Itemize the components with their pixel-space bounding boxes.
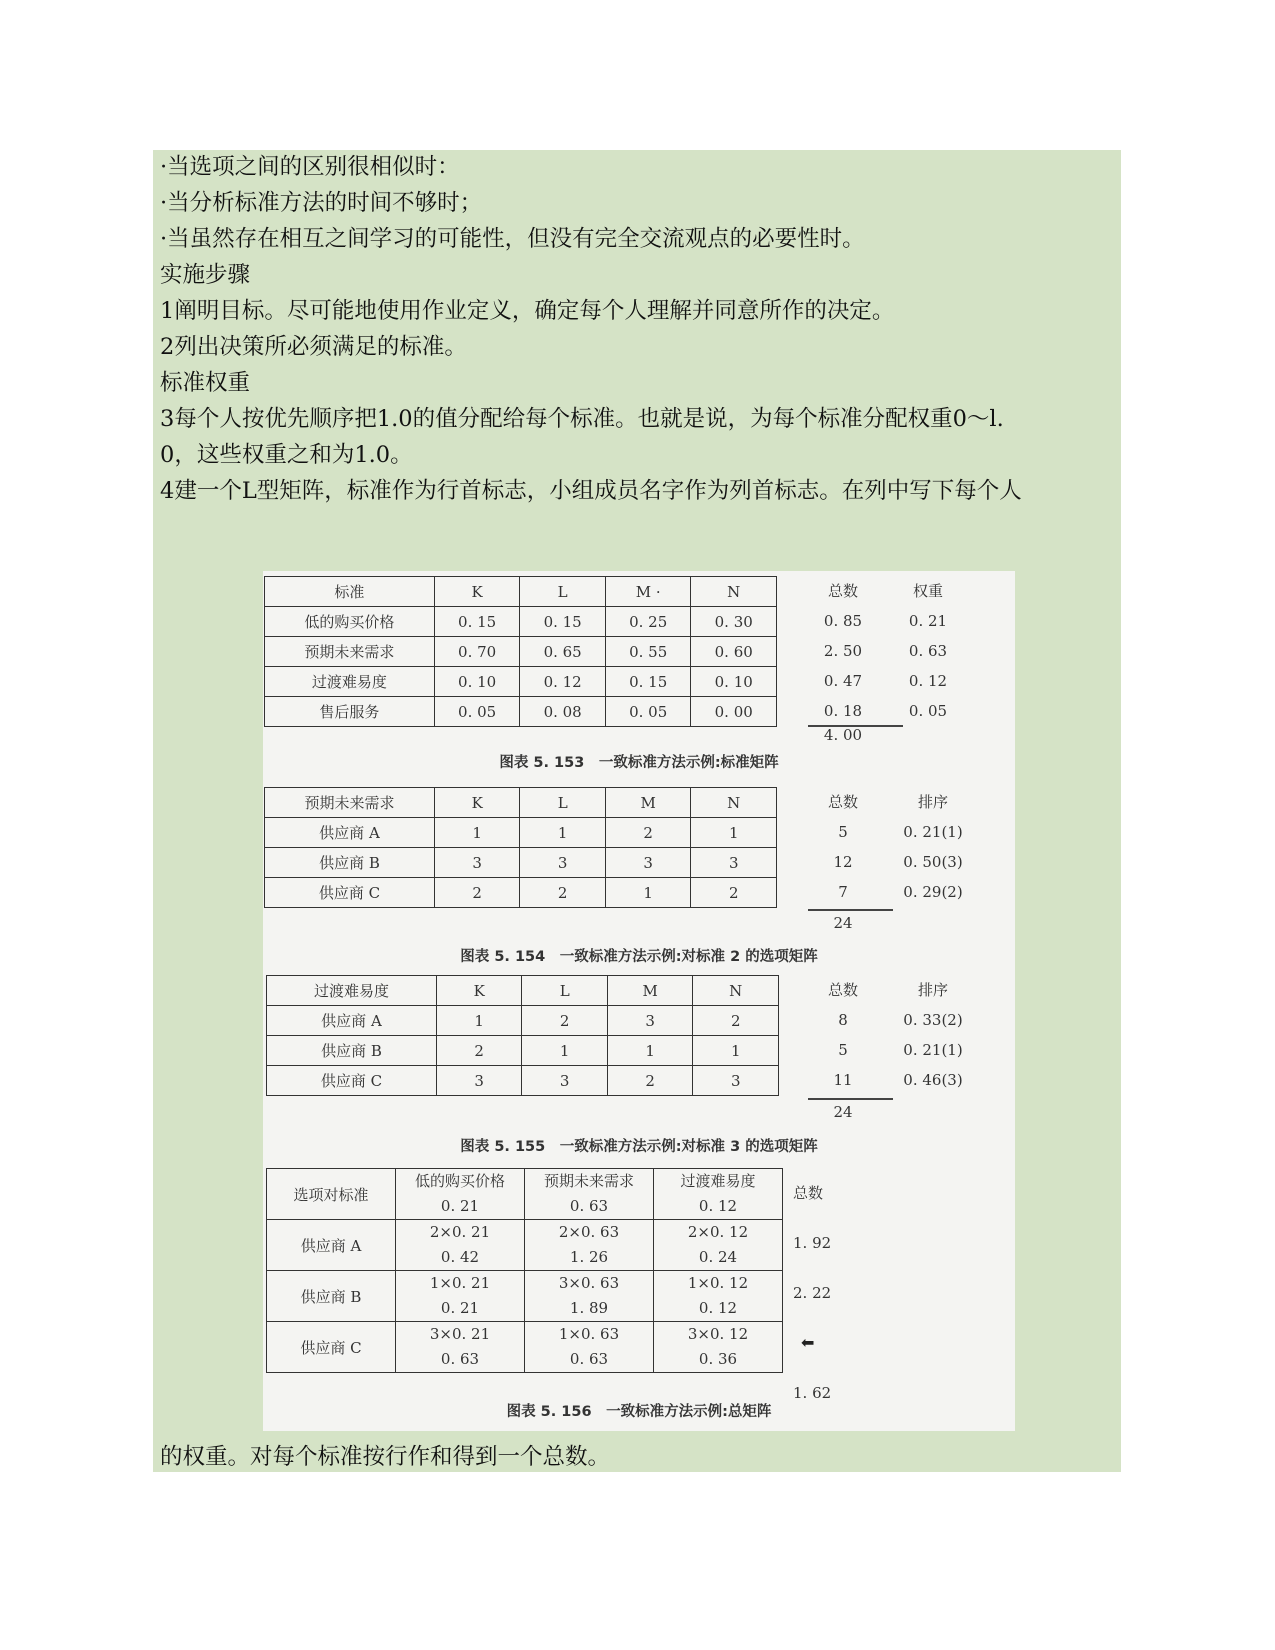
header-cell: N bbox=[693, 976, 779, 1006]
sum-value: 24 bbox=[833, 914, 853, 932]
row-label: 低的购买价格 bbox=[265, 607, 435, 637]
sum-value: 24 bbox=[833, 1103, 853, 1121]
product-value: 1. 26 bbox=[569, 1248, 609, 1266]
table-cell: 0. 15 bbox=[605, 667, 691, 697]
table-cell: 0. 55 bbox=[605, 637, 691, 667]
product-expression: 1×0. 21 bbox=[429, 1274, 491, 1292]
product-cell bbox=[654, 1322, 783, 1373]
table-cell: 1 bbox=[436, 1006, 522, 1036]
table-cell: 3 bbox=[607, 1006, 693, 1036]
arrow-left-icon: ⬅ bbox=[801, 1333, 815, 1352]
rank-value: 0. 50(3) bbox=[903, 853, 963, 871]
table-cell: 2 bbox=[434, 878, 520, 908]
bullet-similar-options: ·当选项之间的区别很相似时： bbox=[160, 154, 460, 180]
product-cell bbox=[396, 1271, 525, 1322]
total-value: 0. 18 bbox=[823, 702, 863, 720]
row-label: 售后服务 bbox=[265, 697, 435, 727]
table-cell: 3 bbox=[434, 848, 520, 878]
totals-header: 总数 bbox=[827, 981, 858, 999]
total-value: 11 bbox=[833, 1071, 853, 1089]
weights-column bbox=[888, 576, 968, 726]
row-label: 供应商 A bbox=[267, 1220, 396, 1271]
bullet-no-need-exchange: ·当虽然存在相互之间学习的可能性，但没有完全交流观点的必要性时。 bbox=[160, 226, 865, 252]
grand-total-best: 2. 22 bbox=[793, 1284, 832, 1302]
table-cell: 1 bbox=[691, 818, 777, 848]
header-cell: L bbox=[522, 976, 607, 1006]
header-cell: 过渡难易度 bbox=[267, 976, 437, 1006]
total-value: 0. 85 bbox=[823, 612, 863, 630]
table-row bbox=[267, 1271, 783, 1322]
weight-value: 0. 05 bbox=[908, 702, 948, 720]
table-cell: 3 bbox=[520, 848, 605, 878]
table-cell: 0. 10 bbox=[434, 667, 520, 697]
table-row bbox=[265, 667, 777, 697]
table-cell: 2 bbox=[436, 1036, 522, 1066]
figure-caption-156: 图表 5. 156 一致标准方法示例:总矩阵 bbox=[506, 1404, 772, 1420]
row-label: 供应商 B bbox=[267, 1036, 437, 1066]
table-row bbox=[267, 1036, 779, 1066]
rank-value: 0. 29(2) bbox=[903, 883, 963, 901]
row-label: 供应商 C bbox=[267, 1322, 396, 1373]
weight-value: 0. 12 bbox=[908, 672, 948, 690]
table-cell: 3 bbox=[691, 848, 777, 878]
rank-column bbox=[888, 975, 978, 1095]
table-cell: 1 bbox=[520, 818, 605, 848]
grand-total-value: 1. 92 bbox=[793, 1234, 832, 1252]
product-cell bbox=[525, 1271, 654, 1322]
product-cell bbox=[654, 1271, 783, 1322]
product-value: 0. 42 bbox=[440, 1248, 480, 1266]
table-cell: 0. 10 bbox=[691, 667, 777, 697]
product-cell bbox=[525, 1220, 654, 1271]
weight-value: 0. 63 bbox=[908, 642, 948, 660]
product-cell bbox=[396, 1322, 525, 1373]
row-label: 供应商 C bbox=[265, 878, 435, 908]
total-value: 7 bbox=[838, 883, 848, 901]
table-header-row bbox=[265, 577, 777, 607]
header-cell: K bbox=[434, 577, 520, 607]
product-value: 0. 63 bbox=[569, 1350, 609, 1368]
product-value: 0. 21 bbox=[440, 1299, 480, 1317]
figure-caption-153: 图表 5. 153 一致标准方法示例:标准矩阵 bbox=[499, 755, 779, 771]
table-cell: 1 bbox=[434, 818, 520, 848]
table-header-row bbox=[265, 788, 777, 818]
criterion-weight: 0. 63 bbox=[569, 1197, 609, 1215]
rank-value: 0. 21(1) bbox=[903, 1041, 963, 1059]
table-cell: 2 bbox=[693, 1006, 779, 1036]
table-cell: 2 bbox=[522, 1006, 607, 1036]
criterion2-matrix-table bbox=[264, 787, 777, 908]
table-row bbox=[267, 1220, 783, 1271]
row-label: 供应商 B bbox=[267, 1271, 396, 1322]
header-cell: 标准 bbox=[265, 577, 435, 607]
grand-total-value bbox=[793, 1268, 853, 1368]
table-row bbox=[265, 818, 777, 848]
criterion-header bbox=[654, 1169, 783, 1220]
row-label: 过渡难易度 bbox=[265, 667, 435, 697]
step-3: 3每个人按优先顺序把1.0的值分配给每个标准。也就是说，为每个标准分配权重0～l. bbox=[160, 406, 1004, 432]
totals-column bbox=[803, 975, 883, 1095]
header-cell: 预期未来需求 bbox=[265, 788, 435, 818]
header-cell: M bbox=[607, 976, 693, 1006]
criterion-header bbox=[396, 1169, 525, 1220]
section-heading-steps: 实施步骤 bbox=[160, 262, 251, 288]
table-header-row bbox=[267, 1169, 783, 1220]
table-cell: 0. 05 bbox=[605, 697, 691, 727]
table-row bbox=[267, 1066, 779, 1096]
closing-paragraph: 的权重。对每个标准按行作和得到一个总数。 bbox=[160, 1444, 611, 1470]
criterion-weight: 0. 12 bbox=[698, 1197, 738, 1215]
table-row bbox=[265, 848, 777, 878]
rank-column bbox=[888, 787, 978, 907]
total-matrix-table bbox=[266, 1168, 783, 1373]
product-expression: 2×0. 21 bbox=[429, 1223, 491, 1241]
criterion-name: 预期未来需求 bbox=[543, 1172, 634, 1190]
product-value: 1. 89 bbox=[569, 1299, 609, 1317]
rank-value: 0. 21(1) bbox=[903, 823, 963, 841]
table-cell: 0. 30 bbox=[691, 607, 777, 637]
product-expression: 1×0. 12 bbox=[687, 1274, 749, 1292]
totals-header: 总数 bbox=[827, 582, 858, 600]
product-cell bbox=[525, 1322, 654, 1373]
figure-caption-154: 图表 5. 154 一致标准方法示例:对标准 2 的选项矩阵 bbox=[460, 949, 818, 965]
table-cell: 0. 70 bbox=[434, 637, 520, 667]
step-2: 2列出决策所必须满足的标准。 bbox=[160, 334, 467, 360]
header-cell: N bbox=[691, 788, 777, 818]
rank-header: 排序 bbox=[917, 981, 948, 999]
table-cell: 1 bbox=[693, 1036, 779, 1066]
bullet-insufficient-time: ·当分析标准方法的时间不够时； bbox=[160, 190, 483, 216]
header-cell: M bbox=[605, 788, 691, 818]
totals-column bbox=[803, 576, 883, 726]
table-cell: 0. 05 bbox=[434, 697, 520, 727]
table-header-row bbox=[267, 976, 779, 1006]
criterion3-matrix-table bbox=[266, 975, 779, 1096]
product-value: 0. 24 bbox=[698, 1248, 738, 1266]
total-value: 0. 47 bbox=[823, 672, 863, 690]
product-cell bbox=[396, 1220, 525, 1271]
criterion-name: 低的购买价格 bbox=[414, 1172, 505, 1190]
total-value: 5 bbox=[838, 1041, 848, 1059]
criterion-header bbox=[525, 1169, 654, 1220]
product-value: 0. 12 bbox=[698, 1299, 738, 1317]
header-cell: K bbox=[434, 788, 520, 818]
step-1: 1阐明目标。尽可能地使用作业定义，确定每个人理解并同意所作的决定。 bbox=[160, 298, 895, 324]
table-cell: 3 bbox=[436, 1066, 522, 1096]
criterion-weight: 0. 21 bbox=[440, 1197, 480, 1215]
row-label: 供应商 B bbox=[265, 848, 435, 878]
product-expression: 3×0. 12 bbox=[687, 1325, 749, 1343]
totals-column bbox=[803, 787, 883, 907]
table-cell: 2 bbox=[691, 878, 777, 908]
header-cell: K bbox=[436, 976, 522, 1006]
table-row bbox=[267, 1322, 783, 1373]
table-cell: 0. 25 bbox=[605, 607, 691, 637]
total-value: 8 bbox=[838, 1011, 848, 1029]
product-expression: 3×0. 63 bbox=[558, 1274, 620, 1292]
table-row bbox=[265, 878, 777, 908]
table-cell: 2 bbox=[607, 1066, 693, 1096]
product-cell bbox=[654, 1220, 783, 1271]
product-value: 0. 36 bbox=[698, 1350, 738, 1368]
section-heading-weights: 标准权重 bbox=[160, 370, 251, 396]
table-cell: 1 bbox=[607, 1036, 693, 1066]
product-value: 0. 63 bbox=[440, 1350, 480, 1368]
row-label: 预期未来需求 bbox=[265, 637, 435, 667]
total-value: 5 bbox=[838, 823, 848, 841]
table-cell: 1 bbox=[605, 878, 691, 908]
total-value: 2. 50 bbox=[823, 642, 863, 660]
weights-header: 权重 bbox=[912, 582, 943, 600]
table-cell: 0. 60 bbox=[691, 637, 777, 667]
table-cell: 1 bbox=[522, 1036, 607, 1066]
table-cell: 2 bbox=[520, 878, 605, 908]
corner-cell: 选项对标准 bbox=[267, 1169, 396, 1220]
header-cell: N bbox=[691, 577, 777, 607]
grand-totals-column bbox=[793, 1168, 853, 1418]
header-cell: M · bbox=[605, 577, 691, 607]
table-cell: 3 bbox=[605, 848, 691, 878]
sum-value: 4. 00 bbox=[823, 726, 863, 744]
header-cell: L bbox=[520, 577, 606, 607]
table-row bbox=[265, 637, 777, 667]
product-expression: 2×0. 63 bbox=[558, 1223, 620, 1241]
table-cell: 3 bbox=[522, 1066, 607, 1096]
product-expression: 2×0. 12 bbox=[687, 1223, 749, 1241]
product-expression: 3×0. 21 bbox=[429, 1325, 491, 1343]
table-cell: 3 bbox=[693, 1066, 779, 1096]
total-value: 12 bbox=[833, 853, 853, 871]
grand-total-value: 1. 62 bbox=[793, 1384, 832, 1402]
table-row bbox=[267, 1006, 779, 1036]
rank-header: 排序 bbox=[917, 793, 948, 811]
table-cell: 2 bbox=[605, 818, 691, 848]
row-label: 供应商 A bbox=[267, 1006, 437, 1036]
step-4: 4建一个L型矩阵，标准作为行首标志，小组成员名字作为列首标志。在列中写下每个人 bbox=[160, 478, 1022, 504]
row-label: 供应商 C bbox=[267, 1066, 437, 1096]
weight-value: 0. 21 bbox=[908, 612, 948, 630]
criterion-name: 过渡难易度 bbox=[680, 1172, 756, 1190]
table-cell: 0. 15 bbox=[434, 607, 520, 637]
table-cell: 0. 00 bbox=[691, 697, 777, 727]
grand-total-header: 总数 bbox=[793, 1184, 824, 1202]
table-row bbox=[265, 697, 777, 727]
figure-scan bbox=[263, 571, 1015, 1431]
rank-value: 0. 46(3) bbox=[903, 1071, 963, 1089]
table-cell: 0. 08 bbox=[520, 697, 606, 727]
product-expression: 1×0. 63 bbox=[558, 1325, 620, 1343]
step-3-continued: 0，这些权重之和为1.0。 bbox=[160, 442, 413, 468]
table-cell: 0. 65 bbox=[520, 637, 606, 667]
table-cell: 0. 12 bbox=[520, 667, 606, 697]
totals-header: 总数 bbox=[827, 793, 858, 811]
row-label: 供应商 A bbox=[265, 818, 435, 848]
criteria-matrix-table bbox=[264, 576, 777, 727]
header-cell: L bbox=[520, 788, 605, 818]
figure-caption-155: 图表 5. 155 一致标准方法示例:对标准 3 的选项矩阵 bbox=[460, 1139, 818, 1155]
table-cell: 0. 15 bbox=[520, 607, 606, 637]
rank-value: 0. 33(2) bbox=[903, 1011, 963, 1029]
table-row bbox=[265, 607, 777, 637]
